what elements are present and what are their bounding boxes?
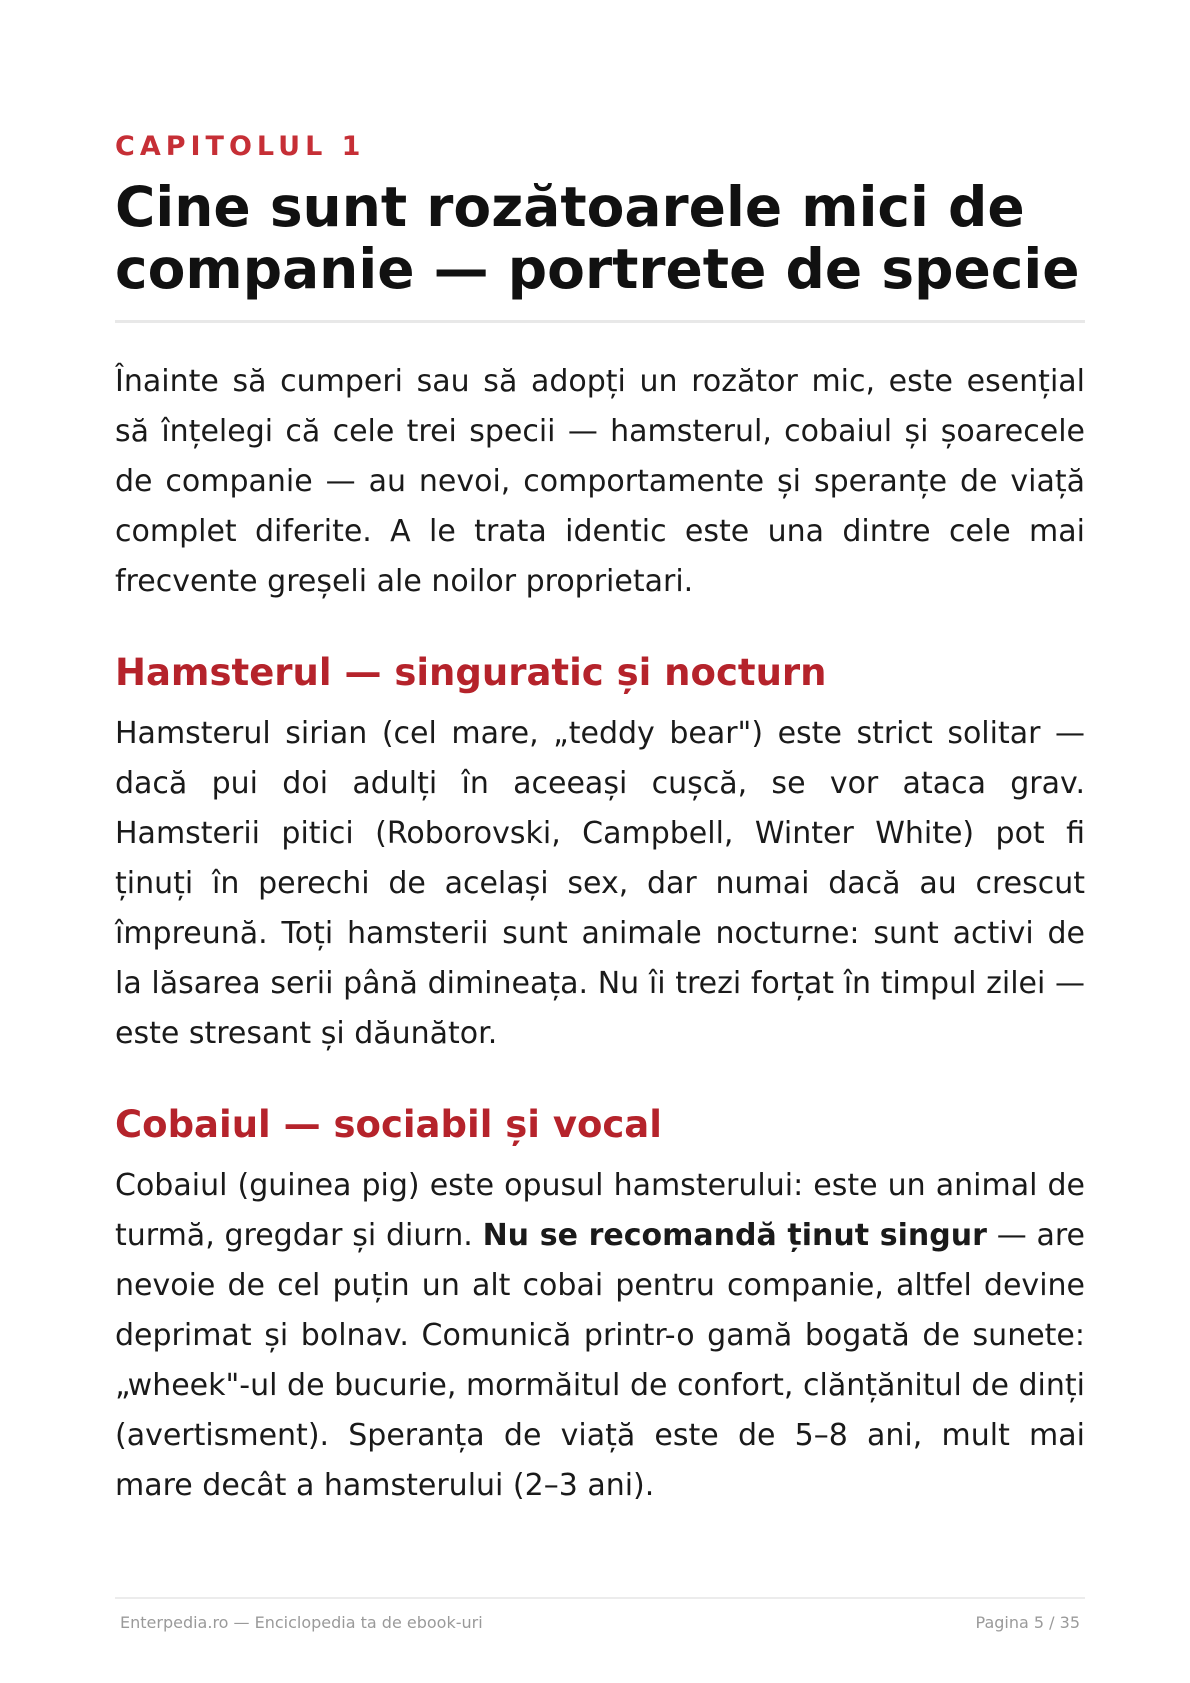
section-text-cobai xyxy=(115,1161,1085,1511)
section-text-cobai-end: — are nevoie de cel puțin un alt cobai pentru companie, altfel devine deprimat și bolnav. Comunică printr-o gamă bogată de sunete: „wheek"-ul de bucurie, mormăitul de confort, clănțănitul de dinți (avertisment). Speranța de viață este de 5–8 ani, mult mai mare decât a hamsterului (2–3 ani). xyxy=(115,1218,1086,1503)
section-heading-cobai: Cobaiul — sociabil și vocal xyxy=(115,1103,662,1146)
title-divider xyxy=(115,320,1085,323)
section-text-hamster: Hamsterul sirian (cel mare, „teddy bear") este strict solitar — dacă pui doi adulți în aceeași cușcă, se vor ataca grav. Hamsterii pitici (Roborovski, Campbell, Winter White) pot fi ținuți în perechi de același sex, dar numai dacă au crescut împreună. Toți hamsterii sunt animale nocturne: sunt activi de la lăsarea serii până dimineața. Nu îi trezi forțat în timpul zilei — este stresant și dăunător. xyxy=(115,716,1085,1051)
page-content xyxy=(115,130,1085,1511)
section-text-cobai-start: Cobaiul (guinea pig) este opusul hamsterului: este un animal de turmă, gregdar și diurn. xyxy=(115,1168,1085,1253)
footer-page-number: Pagina 5 / 35 xyxy=(975,1613,1080,1632)
footer-divider xyxy=(115,1597,1085,1599)
section-text-cobai-emphasis: Nu se recomandă ținut singur xyxy=(482,1218,987,1253)
intro-paragraph: Înainte să cumperi sau să adopți un rozător mic, este esențial să înțelegi că cele trei specii — hamsterul, cobaiul și șoarecele de companie — au nevoi, comportamente și speranțe de viață complet diferite. A le trata identic este una dintre cele mai frecvente greșeli ale noilor proprietari. xyxy=(115,364,1085,599)
chapter-title: Cine sunt rozătoarele mici de companie — portrete de specie xyxy=(115,175,1080,301)
section-heading-hamster: Hamsterul — singuratic și nocturn xyxy=(115,651,827,694)
chapter-label: CAPITOLUL 1 xyxy=(115,131,366,162)
footer-site-name: Enterpedia.ro — Enciclopedia ta de ebook-uri xyxy=(120,1613,483,1632)
